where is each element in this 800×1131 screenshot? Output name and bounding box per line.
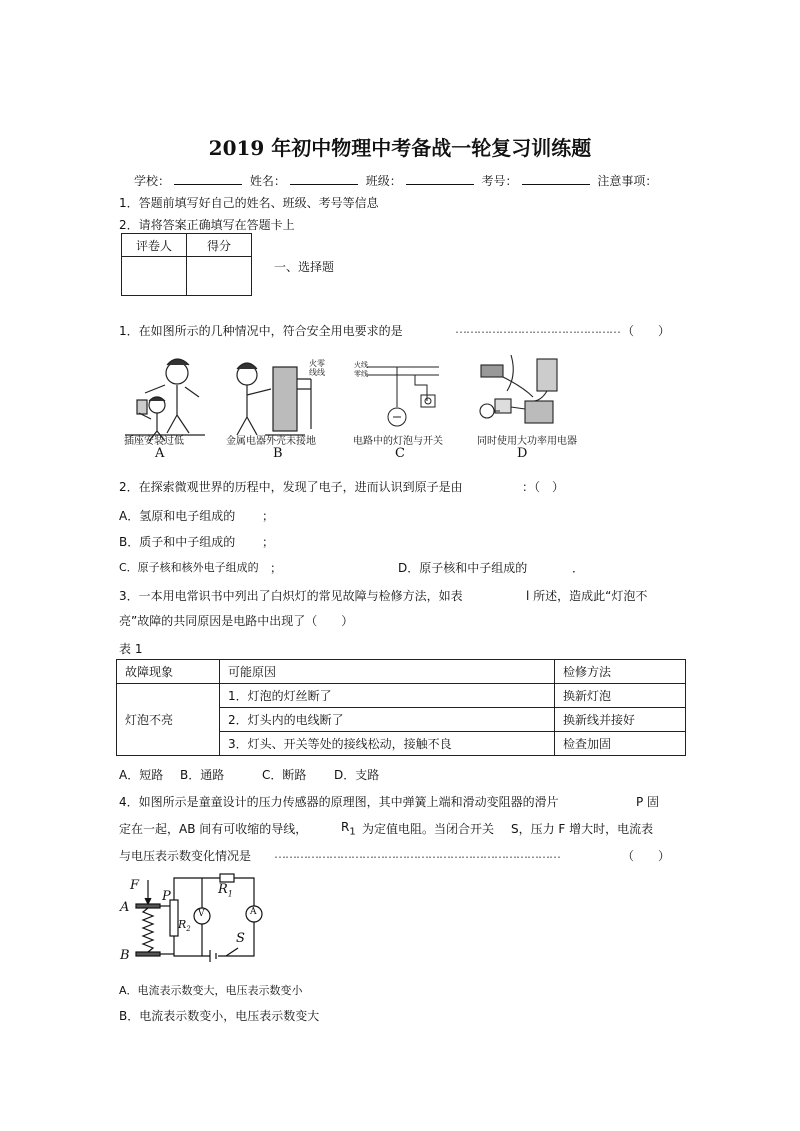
picture-b-letter: B (273, 446, 283, 461)
exam-no-blank[interactable] (522, 172, 590, 185)
reviewer-cell[interactable] (122, 257, 187, 296)
q2-option-b[interactable]: B．质子和中子组成的 (119, 535, 236, 549)
label-r1: $R_1$ (218, 882, 233, 899)
label-p: P (162, 889, 171, 904)
notes-label: 注意事项： (597, 174, 658, 188)
label-f: F (130, 878, 140, 893)
q2-option-c[interactable]: C．原子核和核外电子组成的 (119, 561, 259, 574)
student-info-line (134, 172, 657, 189)
q2-option-c-tail: ； (270, 561, 283, 575)
q1-paren: （ ） (622, 324, 671, 338)
q4-line3: 与电压表示数变化情况是 (119, 849, 252, 863)
header-phenomenon: 故障现象 (117, 660, 220, 684)
q3-line1-tail: l 所述，造成此“灯泡不 (526, 589, 648, 603)
q1-dots: ……………………………………… (455, 322, 620, 336)
q3-option-b[interactable]: B．通路 (180, 768, 225, 782)
q3-option-d[interactable]: D．支路 (334, 768, 380, 782)
label-a: A (120, 900, 130, 915)
q3-line2: 亮”故障的共同原因是电路中出现了（ ） (119, 614, 354, 628)
class-blank[interactable] (406, 172, 474, 185)
picture-d-illustration (480, 355, 557, 423)
picture-c-caption: 电路中的灯泡与开关 (353, 436, 443, 447)
q4-line2-d: S，压力 F 增大时，电流表 (511, 822, 654, 836)
pressure-sensor-circuit (118, 870, 268, 966)
q2-option-b-tail: ； (262, 535, 275, 549)
q2-option-a-tail: ； (262, 509, 275, 523)
page-title: 2019 年初中物理中考备战一轮复习训练题 (208, 136, 592, 160)
voltmeter-label: V (198, 909, 205, 919)
q4-dots: …………………………………………………………………… (274, 847, 560, 861)
q3-option-c[interactable]: C．断路 (262, 768, 307, 782)
resistor-r1 (220, 874, 234, 882)
q4-line1: 4．如图所示是童童设计的压力传感器的原理图，其中弹簧上端和滑动变阻器的滑片 (119, 795, 559, 809)
q2-option-a[interactable]: A．氢原和电子组成的 (119, 509, 236, 523)
score-header: 得分 (187, 234, 252, 257)
fix-1: 换新灯泡 (555, 684, 686, 708)
exam-no-label: 考号： (481, 174, 518, 188)
cause-3: 3．灯头、开关等处的接线松动，接触不良 (220, 732, 555, 756)
picture-c-fire-label: 火线 (354, 361, 368, 369)
q2-stem: 2．在探索微观世界的历程中，发现了电子，进而认识到原子是由 (119, 480, 463, 494)
reviewer-header: 评卷人 (122, 234, 187, 257)
picture-c-zero-label: 零线 (354, 370, 368, 378)
picture-d-caption: 同时使用大功率用电器 (477, 436, 577, 447)
fault-table (116, 659, 686, 756)
picture-a-caption: 插座安装过低 (124, 436, 184, 447)
label-r2: $R_2$ (178, 918, 191, 934)
picture-c-letter: C (395, 446, 405, 461)
section-heading: 一、选择题 (274, 260, 335, 274)
q3-option-a[interactable]: A．短路 (119, 768, 164, 782)
picture-d-letter: D (517, 446, 528, 461)
plate-b (136, 952, 160, 956)
instruction-2: 2．请将答案正确填写在答题卡上 (119, 218, 295, 232)
spring (143, 908, 153, 952)
picture-c-illustration (367, 367, 439, 426)
label-s: S (236, 931, 245, 946)
picture-b-illustration (237, 363, 311, 435)
picture-b-inset: 火零线线 (309, 359, 325, 377)
name-label: 姓名： (249, 174, 286, 188)
q4-line1-tail: P 固 (636, 795, 660, 809)
phenomenon-cell: 灯泡不亮 (117, 684, 220, 756)
header-cause: 可能原因 (220, 660, 555, 684)
q4-option-b[interactable]: B．电流表示数变小，电压表示数变大 (119, 1009, 320, 1023)
q2-paren: ：（ ） (522, 480, 565, 494)
picture-b-caption: 金属电器外壳未接地 (226, 436, 316, 447)
score-cell[interactable] (187, 257, 252, 296)
cause-1: 1．灯泡的灯丝断了 (220, 684, 555, 708)
picture-a-letter: A (155, 446, 165, 461)
label-b: B (120, 948, 130, 963)
q2-option-d-tail: ． (572, 561, 585, 575)
table-label: 表 1 (119, 642, 143, 656)
instruction-1: 1．答题前填写好自己的姓名、班级、考号等信息 (119, 196, 379, 210)
plate-a (136, 904, 160, 908)
q4-option-a[interactable]: A．电流表示数变大，电压表示数变小 (119, 984, 303, 997)
fix-2: 换新线并接好 (555, 708, 686, 732)
q4-paren: （ ） (622, 849, 671, 863)
name-blank[interactable] (290, 172, 358, 185)
q4-line2-a: 定在一起，AB 间有可收缩的导线， (119, 822, 308, 836)
ammeter-label: A (250, 907, 257, 917)
school-blank[interactable] (174, 172, 242, 185)
cause-2: 2．灯头内的电线断了 (220, 708, 555, 732)
q3-line1: 3．一本用电常识书中列出了白炽灯的常见故障与检修方法，如表 (119, 589, 463, 603)
header-fix: 检修方法 (555, 660, 686, 684)
q4-line2-c: 为定值电阻。当闭合开关 (362, 822, 495, 836)
class-label: 班级： (365, 174, 402, 188)
rheostat-r2 (170, 900, 178, 936)
fix-3: 检查加固 (555, 732, 686, 756)
grade-table (121, 233, 252, 296)
q4-r1-symbol: $R_1$ (341, 820, 356, 838)
q1-stem: 1．在如图所示的几种情况中，符合安全用电要求的是 (119, 324, 403, 338)
school-label: 学校： (134, 174, 171, 188)
picture-a-illustration (125, 359, 205, 441)
q2-option-d[interactable]: D．原子核和中子组成的 (398, 561, 528, 575)
